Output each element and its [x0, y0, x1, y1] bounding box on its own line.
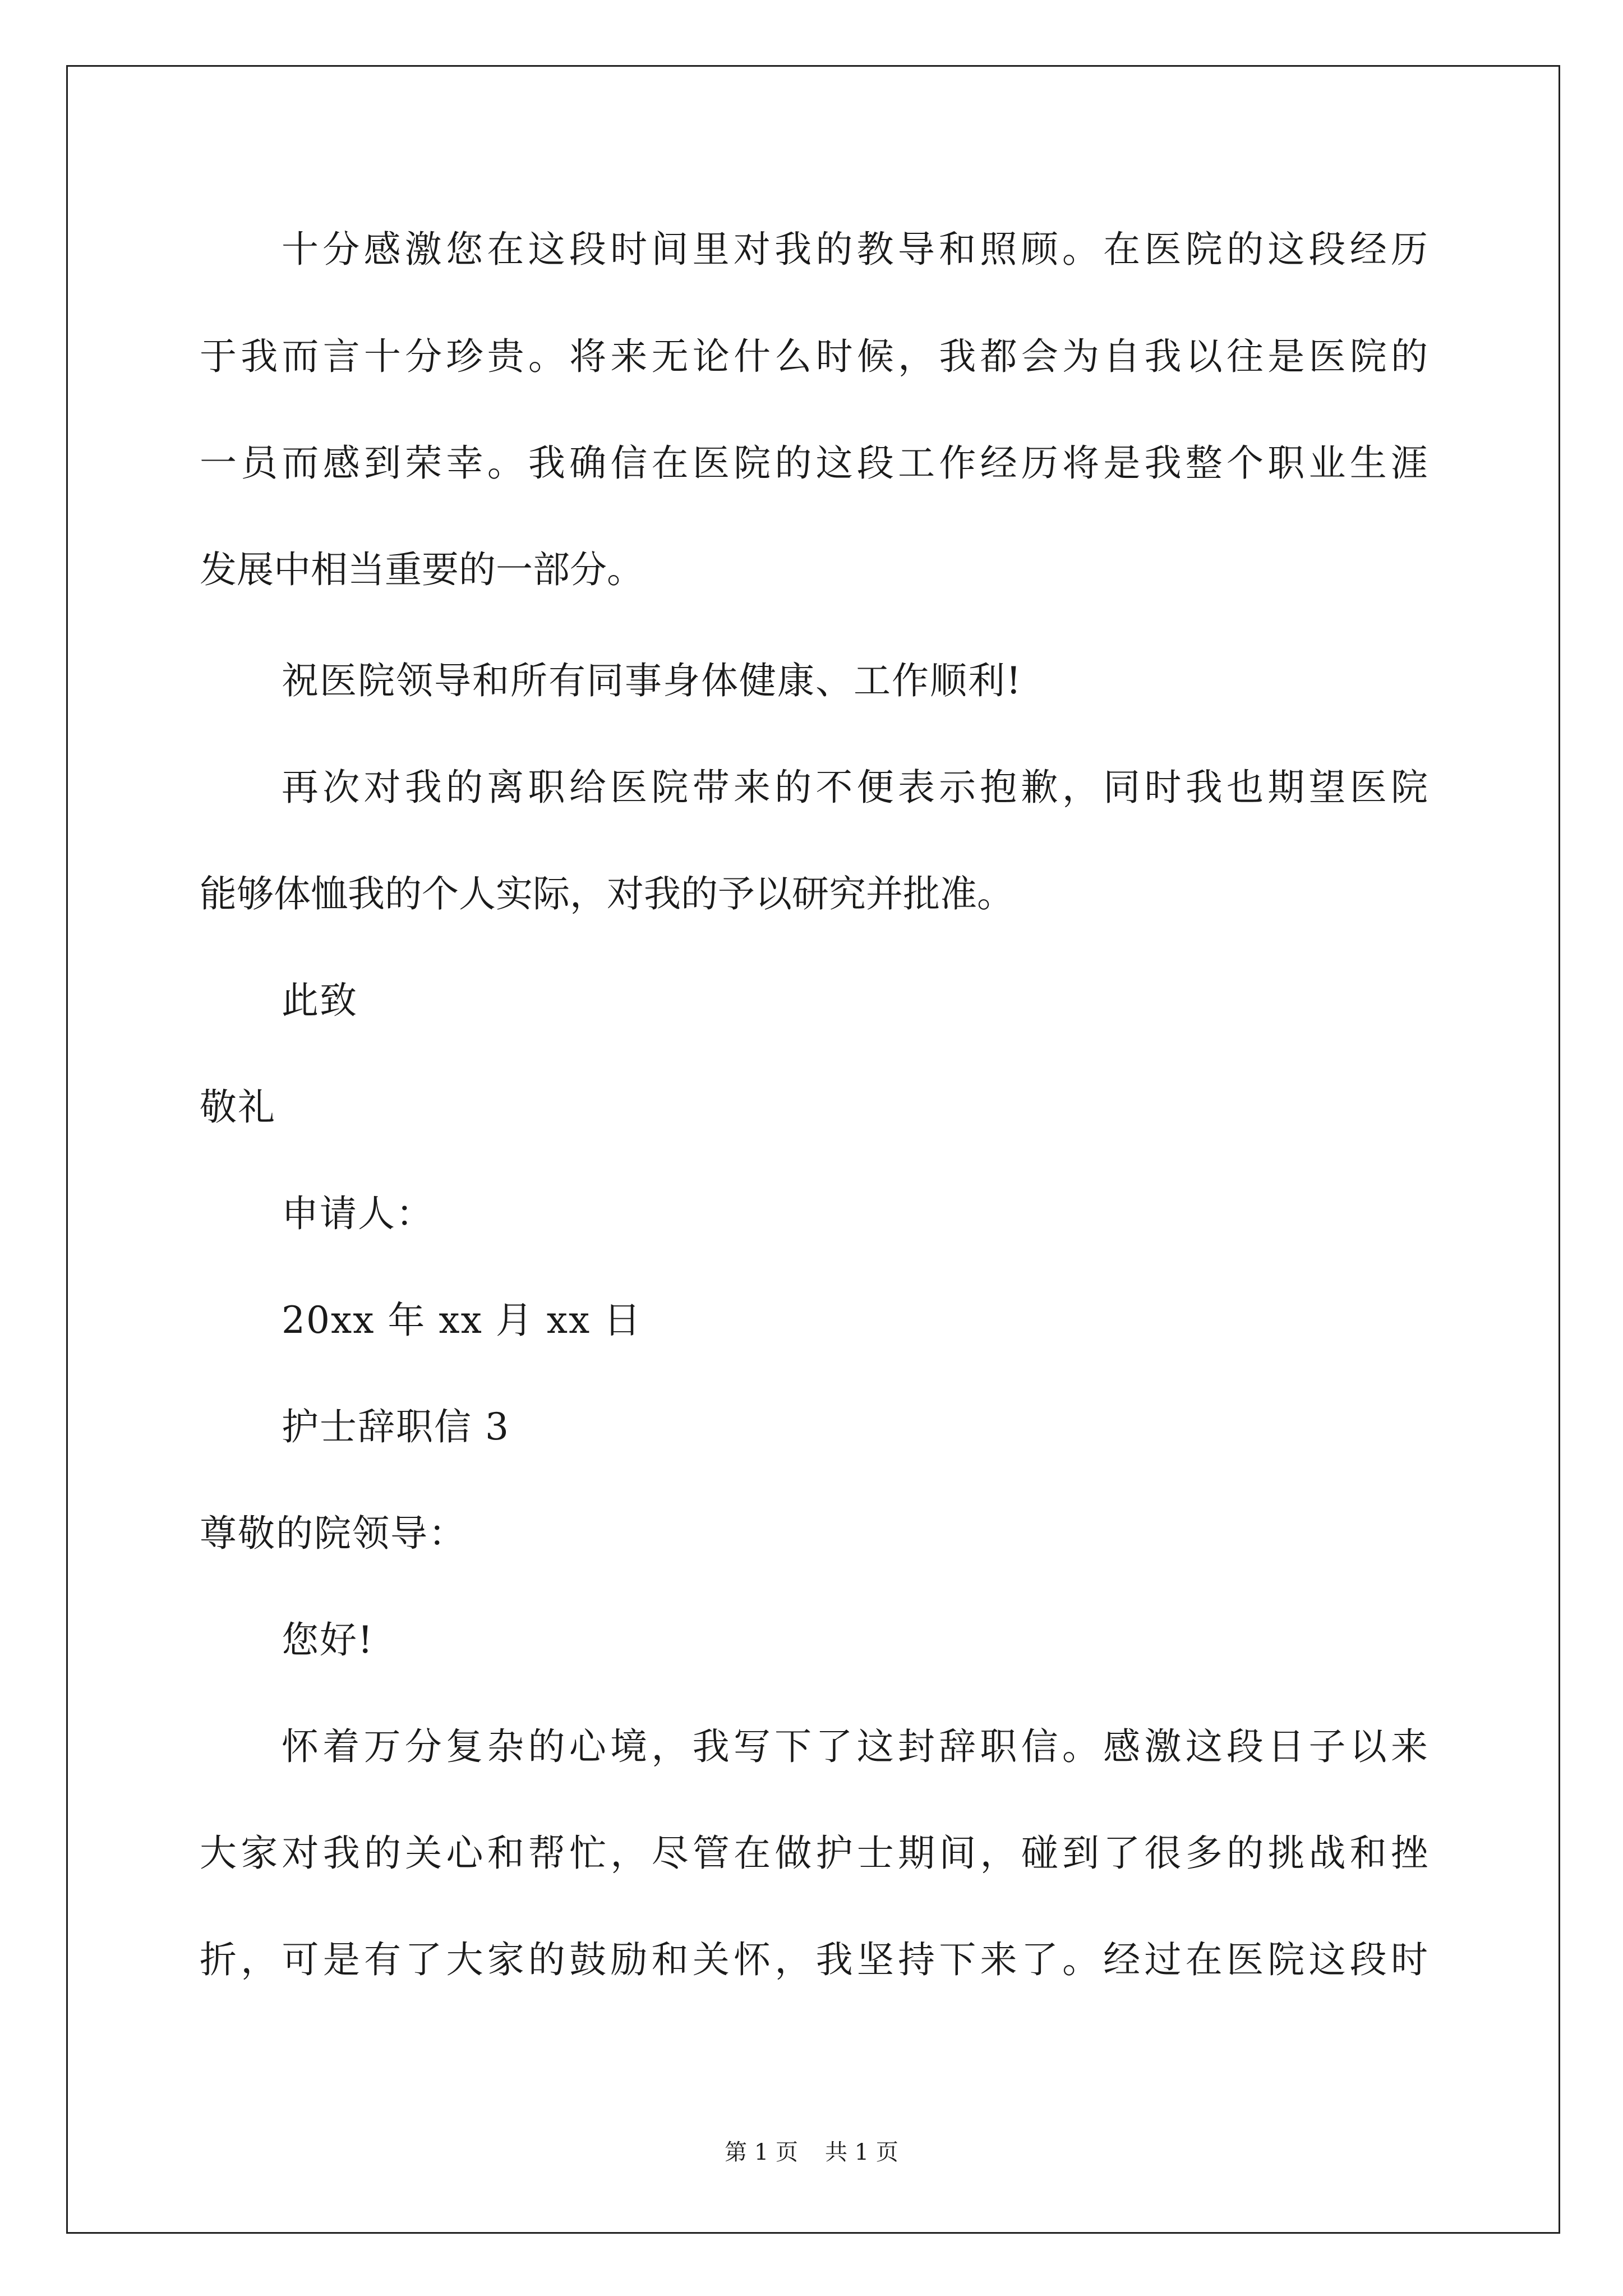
- page-number-total: 共 1 页: [825, 2139, 898, 2165]
- paragraph-2: 祝医院领导和所有同事身体健康、工作顺利!: [282, 659, 1022, 702]
- paragraph-4-line-2: 大家对我的关心和帮忙，尽管在做护士期间，碰到了很多的挑战和挫: [200, 1832, 1428, 1875]
- closing-line: 此致: [282, 979, 358, 1022]
- paragraph-3-line-2: 能够体恤我的个人实际，对我的予以研究并批准。: [200, 872, 1014, 915]
- page-number-current: 第 1 页: [725, 2139, 798, 2165]
- letter-title: 护士辞职信 3: [282, 1405, 510, 1448]
- salute-line: 敬礼: [200, 1085, 276, 1129]
- paragraph-1-line-2: 于我而言十分珍贵。将来无论什么时候，我都会为自我以往是医院的: [200, 335, 1428, 378]
- paragraph-1-line-4: 发展中相当重要的一部分。: [200, 548, 644, 591]
- greeting-line: 您好!: [282, 1618, 374, 1662]
- paragraph-3-line-1: 再次对我的离职给医院带来的不便表示抱歉，同时我也期望医院: [282, 766, 1428, 809]
- paragraph-1-line-1: 十分感激您在这段时间里对我的教导和照顾。在医院的这段经历: [282, 228, 1428, 271]
- date-line: 20xx 年 xx 月 xx 日: [282, 1299, 642, 1342]
- page-footer: [0, 2141, 1623, 2164]
- paragraph-4-line-1: 怀着万分复杂的心境，我写下了这封辞职信。感激这段日子以来: [282, 1725, 1428, 1768]
- applicant-line: 申请人：: [282, 1192, 434, 1235]
- paragraph-1-line-3: 一员而感到荣幸。我确信在医院的这段工作经历将是我整个职业生涯: [200, 441, 1428, 485]
- addressee-line: 尊敬的院领导：: [200, 1512, 467, 1555]
- page-border: [66, 65, 1560, 2234]
- paragraph-4-line-3: 折，可是有了大家的鼓励和关怀，我坚持下来了。经过在医院这段时: [200, 1938, 1428, 1981]
